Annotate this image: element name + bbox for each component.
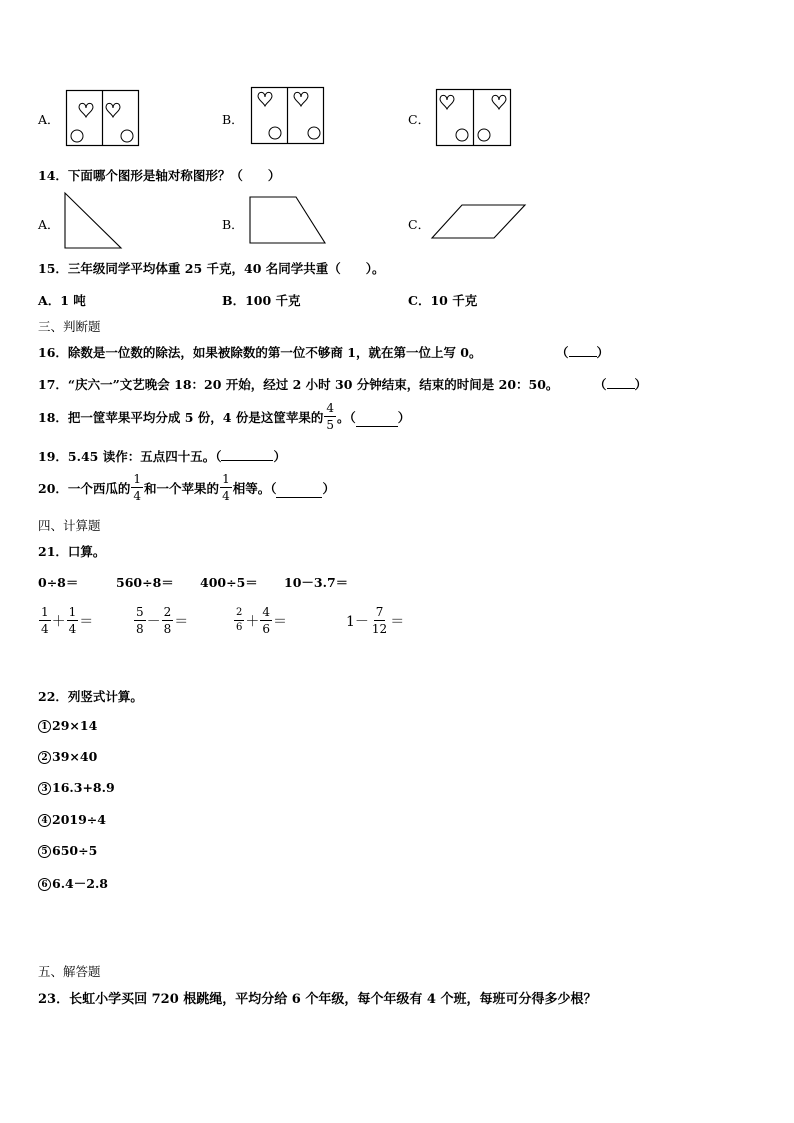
heart-icon (492, 95, 506, 109)
q16-text: 16．除数是一位数的除法，如果被除数的第一位不够商 1，就在第一位上写 0。 (38, 345, 482, 360)
q15-option-c: C．10 千克 (408, 293, 478, 308)
q14-right-triangle (64, 192, 124, 250)
q21-item: 400÷5＝ (200, 575, 258, 590)
heart-icon (258, 92, 272, 106)
q22-stem: 22．列竖式计算。 (38, 689, 143, 704)
circle-icon (71, 130, 83, 142)
q22-item: 6 6.4－2.8 (38, 874, 108, 892)
heart-icon (106, 103, 120, 117)
q18-text: 18．把一筐苹果平均分成 5 份，4 份是这筐苹果的 $\frac{4}{5}$ 。（ ） (38, 401, 411, 432)
q20-answer-blank[interactable] (276, 486, 322, 498)
q21-fraction-item: $\frac{1}{4}$ ＋ $\frac{1}{4}$ ＝ (41, 605, 94, 636)
q22-item: 3 16.3+8.9 (38, 780, 115, 795)
q14-trapezoid (249, 196, 327, 246)
q15-option-b: B．100 千克 (222, 293, 301, 308)
q21-item: 560÷8＝ (116, 575, 174, 590)
q21-fraction-item: $\frac{2}{6}$ ＋ $\frac{4}{6}$ ＝ (236, 605, 288, 636)
q21-fraction-item: 1－ $\frac{7}{12}$ ＝ (346, 605, 405, 636)
q19-text: 19．5.45 读作：五点四十五。（ ） (38, 449, 286, 464)
q22-item: 2 39×40 (38, 749, 97, 764)
circle-icon (308, 127, 320, 139)
circle-icon (456, 129, 468, 141)
circle-icon (269, 127, 281, 139)
q13-option-a-label: A． (38, 112, 60, 127)
q14-parallelogram (431, 204, 527, 240)
q14-option-c-label: C． (408, 217, 431, 232)
heart-icon (440, 95, 454, 109)
q18-answer-blank[interactable] (356, 415, 398, 427)
q23-text: 23．长虹小学买回 720 根跳绳，平均分给 6 个年级，每个年级有 4 个班，每班可分得多少根？ (38, 992, 597, 1007)
q15-stem: 15．三年级同学平均体重 25 千克，40 名同学共重（ ）。 (38, 261, 385, 276)
q13-option-c-figure (436, 89, 512, 147)
q22-item: 1 29×14 (38, 718, 97, 733)
q20-text: 20．一个西瓜的 $\frac{1}{4}$ 和一个苹果的 $\frac{1}{4}$ 相等。（ ） (38, 472, 335, 503)
q14-option-a-label: A． (38, 217, 60, 232)
section-5-heading: 五、解答题 (38, 964, 101, 979)
q22-item: 5 650÷5 (38, 843, 97, 858)
q13-option-c-label: C． (408, 112, 431, 127)
section-3-heading: 三、判断题 (38, 319, 101, 334)
q17-answer-blank[interactable]: （ ） (594, 377, 648, 392)
q18-fraction: $\frac{4}{5}$ (326, 401, 334, 432)
q13-option-a-figure (66, 90, 140, 146)
q19-answer-blank[interactable] (221, 449, 273, 461)
q22-item: 4 2019÷4 (38, 812, 106, 827)
circle-icon (121, 130, 133, 142)
circle-icon (478, 129, 490, 141)
heart-icon (294, 92, 308, 106)
q21-stem: 21．口算。 (38, 544, 106, 559)
q21-item: 0÷8＝ (38, 575, 79, 590)
q21-item: 10－3.7＝ (284, 575, 349, 590)
q16-answer-blank[interactable]: （ ） (556, 345, 610, 360)
q17-text: 17．“庆六一”文艺晚会 18：20 开始，经过 2 小时 30 分钟结束，结束的时间是 20：50。 (38, 377, 559, 392)
section-4-heading: 四、计算题 (38, 518, 101, 533)
q14-stem: 14．下面哪个图形是轴对称图形？（ ） (38, 168, 281, 183)
q13-option-b-figure (251, 87, 325, 145)
heart-icon (79, 103, 93, 117)
q14-option-b-label: B． (222, 217, 244, 232)
q21-fraction-item: $\frac{5}{8}$ － $\frac{2}{8}$ ＝ (136, 605, 189, 636)
q13-option-b-label: B． (222, 112, 244, 127)
q15-option-a: A．1 吨 (38, 293, 86, 308)
